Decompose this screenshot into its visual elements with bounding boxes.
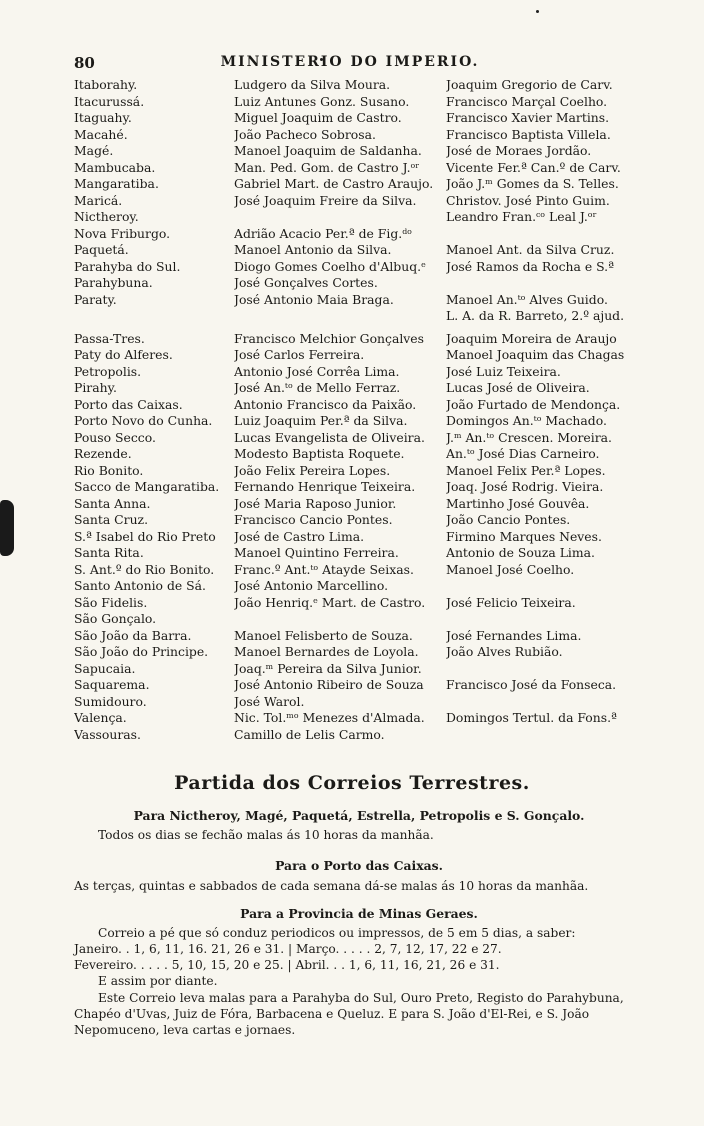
place-name: Macahé. xyxy=(74,126,128,142)
table-row xyxy=(74,562,644,579)
table-row xyxy=(74,347,644,364)
table-row xyxy=(74,331,644,348)
place-name: Saquarema. xyxy=(74,677,150,692)
agent-name: João Henriq.ᵉ Mart. de Castro. xyxy=(234,594,426,610)
assistant-name: Francisco Baptista Villela. xyxy=(446,126,611,142)
assistant-name: João Alves Rubião. xyxy=(446,644,563,659)
place-name: Mambucaba. xyxy=(74,159,156,175)
place-name: Sacco de Mangaratiba. xyxy=(74,479,220,494)
table-row xyxy=(74,512,644,529)
section-title: Partida dos Correios Terrestres. xyxy=(174,772,530,794)
table-row xyxy=(74,595,644,612)
place-name: Itacurussá. xyxy=(74,93,145,109)
place-name: Parahyba do Sul. xyxy=(74,258,181,274)
place-name: Maricá. xyxy=(74,192,123,208)
place-name: Itaborahy. xyxy=(74,77,138,92)
table-row xyxy=(74,529,644,546)
table-row xyxy=(74,446,644,463)
agent-name: João Felix Pereira Lopes. xyxy=(234,462,391,478)
place-name: S.ª Isabel do Rio Preto xyxy=(74,528,216,544)
agent-name: Camillo de Lelis Carmo. xyxy=(234,726,385,742)
assistant-name: Francisco José da Fonseca. xyxy=(446,677,617,692)
assistant-name: Joaquim Moreira de Araujo xyxy=(446,330,617,346)
table-row xyxy=(74,176,644,193)
table-row xyxy=(74,127,644,144)
place-name: Paraty. xyxy=(74,291,117,307)
table-row xyxy=(74,644,644,661)
agent-name: Joaq.ᵐ Pereira da Silva Junior. xyxy=(234,660,422,676)
table-row xyxy=(74,628,644,645)
speck xyxy=(536,10,539,13)
table-row xyxy=(74,380,644,397)
agent-name: Nic. Tol.ᵐᵒ Menezes d'Almada. xyxy=(234,710,425,725)
place-name: Pouso Secco. xyxy=(74,429,156,445)
table-row xyxy=(74,397,644,414)
place-name: Mangaratiba. xyxy=(74,176,159,191)
table-row xyxy=(74,611,644,628)
heading-minas-geraes: Para a Provincia de Minas Geraes. xyxy=(240,906,478,921)
place-name: Paquetá. xyxy=(74,242,129,257)
text-porto-caixas: As terças, quintas e sabbados de cada semana dá-se malas ás 10 horas da manhãa. xyxy=(74,879,589,893)
assistant-name: João J.ᵐ Gomes da S. Telles. xyxy=(446,176,619,191)
heading-nictheroy: Para Nictheroy, Magé, Paquetá, Estrella, Petropolis e S. Gonçalo. xyxy=(133,808,585,823)
assistant-name: An.ᵗᵒ José Dias Carneiro. xyxy=(446,446,600,461)
agent-name: José Antonio Maia Braga. xyxy=(234,291,394,307)
table-row xyxy=(74,275,644,292)
table-row xyxy=(74,226,644,243)
assistant-name: Joaquim Gregorio de Carv. xyxy=(446,77,613,92)
assistant-name: Domingos Tertul. da Fons.ª xyxy=(446,710,617,725)
agent-name: Manoel Bernardes de Loyola. xyxy=(234,644,419,659)
assistant-name: José Fernandes Lima. xyxy=(446,627,582,643)
agent-name: Manoel Antonio da Silva. xyxy=(234,242,392,257)
place-name: Nova Friburgo. xyxy=(74,225,171,241)
agent-name: Adrião Acacio Per.ª de Fig.ᵈᵒ xyxy=(234,225,412,241)
table-row xyxy=(74,259,644,276)
text-nictheroy: Todos os dias se fechão malas ás 10 horas da manhãa. xyxy=(98,828,434,842)
place-name: Rezende. xyxy=(74,446,132,461)
place-name: S. Ant.º do Rio Bonito. xyxy=(74,561,215,577)
assistant-name: Antonio de Souza Lima. xyxy=(446,545,595,560)
place-name: São João da Barra. xyxy=(74,627,192,643)
agent-name: José de Castro Lima. xyxy=(234,528,365,544)
page-number: 80 xyxy=(74,54,95,72)
agent-name: José Antonio Marcellino. xyxy=(234,578,389,593)
place-name: São João do Principe. xyxy=(74,644,209,659)
assistant-name: José Ramos da Rocha e S.ª xyxy=(446,258,614,274)
schedule-line-2: Fevereiro. . . . . 5, 10, 15, 20 e 25. | Abril. . . 1, 6, 11, 16, 21, 26 e 31. xyxy=(74,958,500,972)
agent-name: José Warol. xyxy=(234,693,305,709)
agent-name: Manoel Quintino Ferreira. xyxy=(234,545,399,560)
place-name: Petropolis. xyxy=(74,363,142,379)
place-name: Santa Rita. xyxy=(74,545,144,560)
table-row xyxy=(74,308,644,325)
place-name: Sumidouro. xyxy=(74,693,147,709)
binding-mark xyxy=(0,500,14,556)
assistant-name: L. A. da R. Barreto, 2.º ajud. xyxy=(446,308,625,323)
table-row xyxy=(74,677,644,694)
assistant-name: João Cancio Pontes. xyxy=(446,512,571,527)
assistant-name: João Furtado de Mendonça. xyxy=(446,396,621,412)
agent-name: Francisco Melchior Gonçalves xyxy=(234,330,424,346)
table-row xyxy=(74,578,644,595)
place-name: Sapucaia. xyxy=(74,660,136,676)
agent-name: José Joaquim Freire da Silva. xyxy=(234,192,417,208)
assistant-name: Francisco Marçal Coelho. xyxy=(446,93,608,109)
assistant-name: Francisco Xavier Martins. xyxy=(446,110,610,125)
assistant-name: Leandro Fran.ᶜᵒ Leal J.ᵒʳ xyxy=(446,209,597,224)
page-title: MINISTERIO DO IMPERIO. xyxy=(220,54,480,70)
agent-name: Francisco Cancio Pontes. xyxy=(234,512,393,527)
assistant-name: José Felicio Teixeira. xyxy=(446,594,576,610)
assistant-name: José Luiz Teixeira. xyxy=(446,363,561,379)
table-row xyxy=(74,413,644,430)
table-row xyxy=(74,94,644,111)
assistant-name: Manoel José Coelho. xyxy=(446,561,575,577)
assistant-name: Vicente Fer.ª Can.º de Carv. xyxy=(446,159,621,175)
agent-name: Ludgero da Silva Moura. xyxy=(234,77,391,92)
assistant-name: Manoel Felix Per.ª Lopes. xyxy=(446,462,606,478)
place-name: São Gonçalo. xyxy=(74,611,157,626)
assistant-name: Joaq. José Rodrig. Vieira. xyxy=(446,479,604,494)
place-name: Passa-Tres. xyxy=(74,330,145,346)
place-name: Rio Bonito. xyxy=(74,462,144,478)
place-name: Parahybuna. xyxy=(74,275,153,290)
assistant-name: Firmino Marques Neves. xyxy=(446,528,602,544)
table-row xyxy=(74,710,644,727)
agent-name: Diogo Gomes Coelho d'Albuq.ᵉ xyxy=(234,258,426,274)
place-name: Santa Anna. xyxy=(74,495,151,511)
table-row xyxy=(74,160,644,177)
table-row xyxy=(74,694,644,711)
text-minas-final: Este Correio leva malas para a Parahyba do Sul, Ouro Preto, Registo do Parahybuna, Chapéo d'Uvas, Juiz de Fóra, Barbacena e Queluz. E para S. João d'El-Rei, e S. João Nepomuceno, leva cartas e jornaes. xyxy=(74,991,624,1037)
agent-name: José Maria Raposo Junior. xyxy=(234,495,397,511)
place-name: Porto das Caixas. xyxy=(74,396,183,412)
place-name: Nictheroy. xyxy=(74,209,139,224)
table-row xyxy=(74,496,644,513)
assistant-name: Domingos An.ᵗᵒ Machado. xyxy=(446,413,607,428)
table-row xyxy=(74,77,644,94)
table-row xyxy=(74,364,644,381)
agent-name: Gabriel Mart. de Castro Araujo. xyxy=(234,176,434,191)
text-minas-intro: Correio a pé que só conduz periodicos ou impressos, de 5 em 5 dias, a saber: xyxy=(98,926,576,940)
table-row xyxy=(74,463,644,480)
table-row xyxy=(74,479,644,496)
table-row xyxy=(74,661,644,678)
agent-name: João Pacheco Sobrosa. xyxy=(234,126,376,142)
place-name: Magé. xyxy=(74,143,114,158)
table-row xyxy=(74,209,644,226)
table-row xyxy=(74,545,644,562)
assistant-name: J.ᵐ An.ᵗᵒ Crescen. Moreira. xyxy=(446,429,612,445)
assistant-name: Manoel Ant. da Silva Cruz. xyxy=(446,242,615,257)
agent-name: Manoel Joaquim de Saldanha. xyxy=(234,143,422,158)
place-name: Porto Novo do Cunha. xyxy=(74,413,213,428)
place-name: Santo Antonio de Sá. xyxy=(74,578,206,593)
schedule-line-1: Janeiro. . 1, 6, 11, 16. 21, 26 e 31. | Março. . . . . 2, 7, 12, 17, 22 e 27. xyxy=(74,942,502,956)
agent-name: José Antonio Ribeiro de Souza xyxy=(234,677,424,692)
agent-name: Lucas Evangelista de Oliveira. xyxy=(234,429,425,445)
place-name: Itaguahy. xyxy=(74,110,132,125)
agent-name: Antonio Francisco da Paixão. xyxy=(234,396,417,412)
agent-name: Luiz Joaquim Per.ª da Silva. xyxy=(234,413,408,428)
table-row xyxy=(74,727,644,744)
place-name: Pirahy. xyxy=(74,380,117,395)
place-name: Vassouras. xyxy=(74,726,141,742)
assistant-name: José de Moraes Jordão. xyxy=(446,143,592,158)
place-name: Paty do Alferes. xyxy=(74,347,173,362)
table-row xyxy=(74,143,644,160)
agent-name: Franc.º Ant.ᵗᵒ Atayde Seixas. xyxy=(234,561,414,577)
text-assim: E assim por diante. xyxy=(98,974,218,988)
agent-name: José An.ᵗᵒ de Mello Ferraz. xyxy=(234,380,401,395)
assistant-name: Manoel An.ᵗᵒ Alves Guido. xyxy=(446,291,608,307)
directory-table xyxy=(74,77,644,743)
assistant-name: Christov. José Pinto Guim. xyxy=(446,192,610,208)
heading-porto-caixas: Para o Porto das Caixas. xyxy=(275,858,443,873)
assistant-name: Martinho José Gouvêa. xyxy=(446,495,590,511)
assistant-name: Manoel Joaquim das Chagas xyxy=(446,347,625,362)
agent-name: Modesto Baptista Roquete. xyxy=(234,446,405,461)
place-name: Valença. xyxy=(74,710,127,725)
table-row xyxy=(74,430,644,447)
agent-name: Manoel Felisberto de Souza. xyxy=(234,627,413,643)
agent-name: Miguel Joaquim de Castro. xyxy=(234,110,402,125)
table-row xyxy=(74,292,644,309)
table-row xyxy=(74,242,644,259)
agent-name: José Gonçalves Cortes. xyxy=(234,275,378,290)
place-name: São Fidelis. xyxy=(74,594,148,610)
agent-name: José Carlos Ferreira. xyxy=(234,347,365,362)
agent-name: Fernando Henrique Teixeira. xyxy=(234,479,416,494)
table-row xyxy=(74,193,644,210)
agent-name: Man. Ped. Gom. de Castro J.ᵒʳ xyxy=(234,159,420,175)
assistant-name: Lucas José de Oliveira. xyxy=(446,380,590,395)
agent-name: Antonio José Corrêa Lima. xyxy=(234,363,400,379)
table-row xyxy=(74,110,644,127)
agent-name: Luiz Antunes Gonz. Susano. xyxy=(234,93,410,109)
place-name: Santa Cruz. xyxy=(74,512,149,527)
